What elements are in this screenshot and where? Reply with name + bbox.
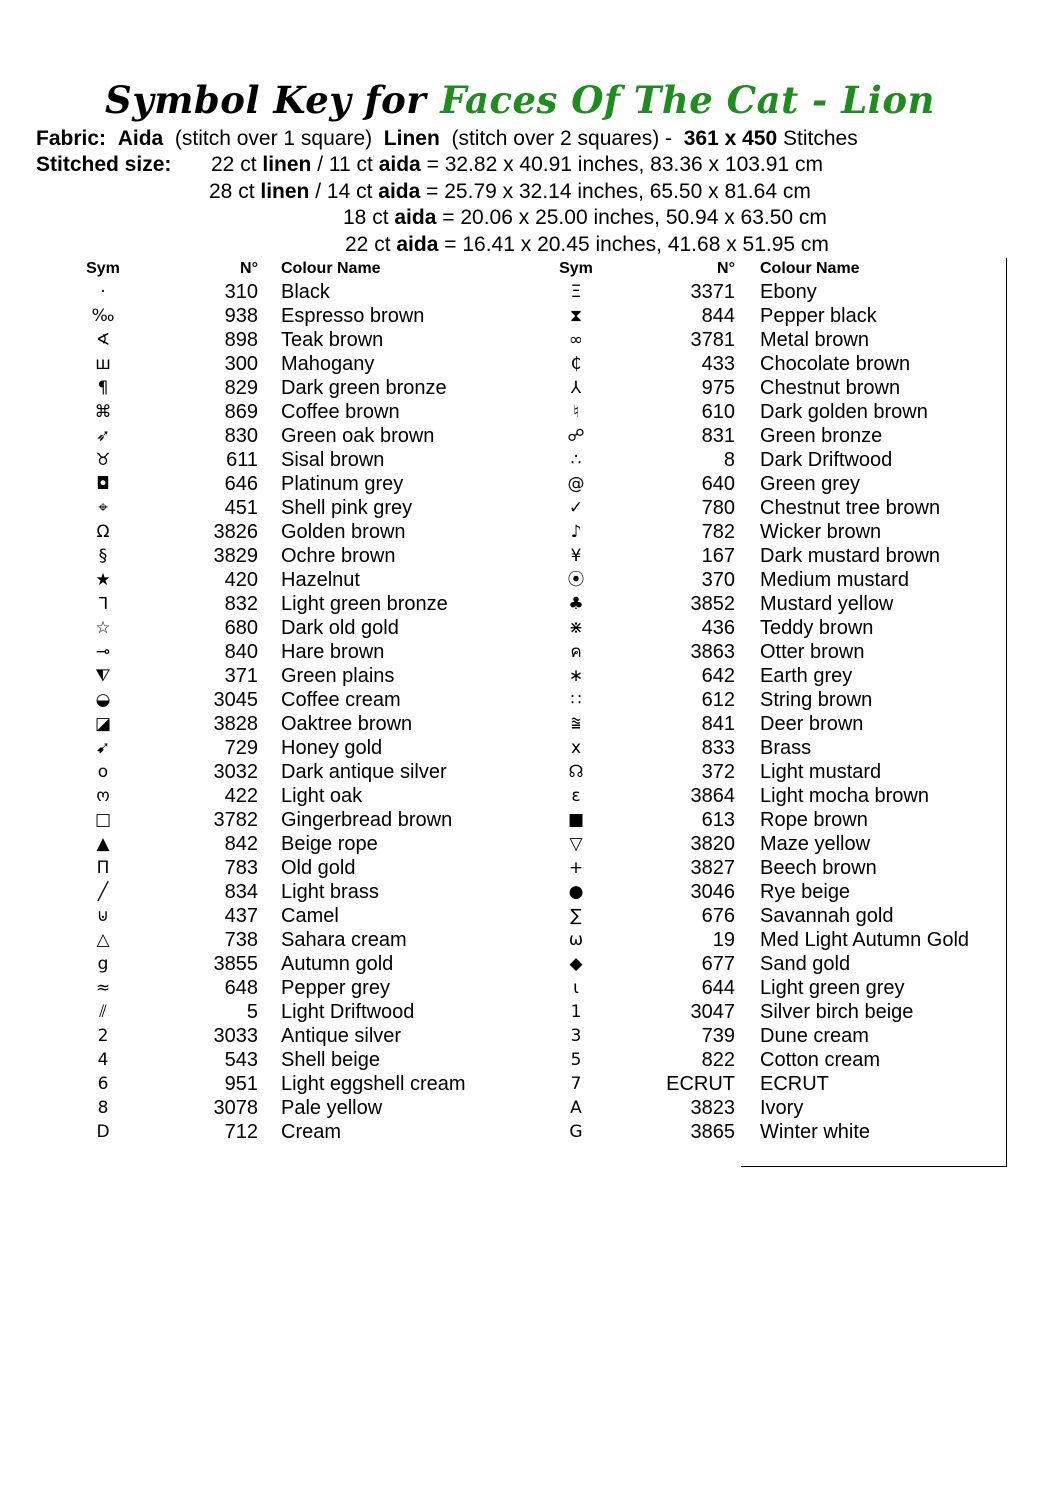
symbol-cell: A	[570, 1098, 582, 1118]
number-cell: 3078	[213, 1097, 258, 1119]
number-cell: 783	[224, 857, 258, 879]
number-cell: 975	[701, 377, 735, 399]
number-cell: 831	[701, 425, 735, 447]
number-cell: 372	[701, 761, 735, 783]
number-cell: 3828	[213, 713, 258, 735]
number-cell: 613	[701, 809, 735, 831]
symbol-cell: ⧗	[570, 306, 582, 326]
symbol-cell: ◆	[569, 954, 583, 974]
number-cell: 739	[701, 1025, 735, 1047]
symbol-cell: +	[568, 858, 584, 878]
symbol-cell: ¥	[570, 546, 582, 566]
symbol-cell: ♣	[568, 594, 584, 614]
fabric-label: Fabric:	[36, 127, 107, 150]
title-prefix: Symbol Key for	[105, 78, 427, 122]
colour-name-cell: Camel	[281, 905, 339, 927]
number-cell: 19	[712, 929, 735, 951]
colour-name-cell: Light green grey	[760, 977, 905, 999]
colour-name-cell: Light eggshell cream	[281, 1073, 466, 1095]
colour-name-cell: ECRUT	[760, 1073, 829, 1095]
number-cell: 642	[701, 665, 735, 687]
fabric-aida: Aida	[117, 127, 164, 150]
colour-name-cell: Cream	[281, 1121, 342, 1143]
colour-name-cell: Light mustard	[760, 761, 882, 783]
colour-name-cell: Earth grey	[760, 665, 853, 687]
colour-name-cell: Dark golden brown	[760, 401, 928, 423]
symbol-cell: g	[97, 954, 109, 974]
colour-name-cell: Cotton cream	[760, 1049, 881, 1071]
number-cell: 842	[224, 833, 258, 855]
symbol-cell: ■	[567, 810, 585, 830]
colour-name-cell: Brass	[760, 737, 812, 759]
number-cell: 840	[224, 641, 258, 663]
number-cell: 3782	[213, 809, 258, 831]
number-cell: 167	[701, 545, 735, 567]
symbol-cell: ★	[95, 570, 111, 590]
colour-name-cell: Old gold	[281, 857, 356, 879]
colour-name-cell: Golden brown	[281, 521, 406, 543]
symbol-cell: ◒	[95, 690, 111, 710]
colour-name-cell: Rye beige	[760, 881, 851, 903]
number-cell: 610	[701, 401, 735, 423]
header-sym: Sym	[86, 260, 120, 277]
colour-name-cell: Coffee brown	[281, 401, 400, 423]
number-cell: 676	[701, 905, 735, 927]
colour-name-cell: Pepper black	[760, 305, 877, 327]
colour-name-cell: Antique silver	[281, 1025, 402, 1047]
colour-name-cell: Light brass	[281, 881, 379, 903]
symbol-cell: ∢	[95, 330, 111, 350]
colour-name-cell: Chestnut tree brown	[760, 497, 941, 519]
symbol-cell: ☊	[568, 762, 584, 782]
colour-name-cell: Dune cream	[760, 1025, 869, 1047]
colour-name-cell: Beech brown	[760, 857, 877, 879]
colour-name-cell: Shell pink grey	[281, 497, 413, 519]
number-cell: ECRUT	[666, 1073, 735, 1095]
number-cell: 841	[701, 713, 735, 735]
number-cell: 3046	[690, 881, 735, 903]
number-cell: 898	[224, 329, 258, 351]
number-cell: 680	[224, 617, 258, 639]
colour-name-cell: Hare brown	[281, 641, 385, 663]
number-cell: 3781	[690, 329, 735, 351]
fabric-aida-note: (stitch over 1 square)	[174, 127, 373, 150]
symbol-cell: ⊍	[96, 906, 110, 926]
symbol-cell: 1	[570, 1002, 582, 1022]
header-num: N°	[240, 260, 258, 277]
symbol-cell: ш	[95, 354, 111, 374]
symbol-cell: D	[96, 1122, 110, 1142]
colour-name-cell: Honey gold	[281, 737, 383, 759]
size-line-3: 18 ct aida = 20.06 x 25.00 inches, 50.94 x 63.50 cm	[343, 206, 827, 229]
colour-name-cell: Ochre brown	[281, 545, 396, 567]
symbol-cell: Ξ	[570, 282, 582, 302]
number-cell: 611	[226, 449, 258, 471]
colour-name-cell: Light oak	[281, 785, 363, 807]
colour-name-cell: Beige rope	[281, 833, 378, 855]
colour-name-cell: Otter brown	[760, 641, 865, 663]
symbol-cell: ♮	[572, 402, 580, 422]
symbol-cell: ≈	[95, 978, 111, 998]
symbol-cell: ◪	[94, 714, 112, 734]
colour-name-cell: Coffee cream	[281, 689, 401, 711]
number-cell: 310	[224, 281, 258, 303]
colour-name-cell: Maze yellow	[760, 833, 871, 855]
number-cell: 951	[224, 1073, 258, 1095]
colour-name-cell: Dark antique silver	[281, 761, 447, 783]
colour-name-cell: Dark Driftwood	[760, 449, 893, 471]
symbol-cell: □	[94, 810, 112, 830]
colour-name-cell: Shell beige	[281, 1049, 380, 1071]
symbol-cell: Π	[96, 858, 110, 878]
header-num: N°	[717, 260, 735, 277]
colour-name-cell: Deer brown	[760, 713, 864, 735]
colour-name-cell: Light green bronze	[281, 593, 448, 615]
number-cell: 712	[224, 1121, 258, 1143]
colour-name-cell: Espresso brown	[281, 305, 425, 327]
colour-name-cell: Teak brown	[281, 329, 384, 351]
colour-name-cell: Rope brown	[760, 809, 868, 831]
colour-name-cell: String brown	[760, 689, 873, 711]
colour-name-cell: Oaktree brown	[281, 713, 413, 735]
colour-name-cell: Metal brown	[760, 329, 869, 351]
number-cell: 3371	[690, 281, 735, 303]
number-cell: 3855	[213, 953, 258, 975]
symbol-cell: ω	[568, 930, 584, 950]
symbol-cell: △	[96, 930, 110, 950]
number-cell: 451	[224, 497, 258, 519]
number-cell: 832	[224, 593, 258, 615]
number-cell: 844	[701, 305, 735, 327]
number-cell: 3047	[690, 1001, 735, 1023]
fabric-linen-note: (stitch over 2 squares) -	[451, 127, 673, 150]
colour-name-cell: Sahara cream	[281, 929, 407, 951]
symbol-cell: ɩ	[573, 978, 579, 998]
colour-name-cell: Chestnut brown	[760, 377, 901, 399]
symbol-cell: ⋇	[568, 618, 584, 638]
symbol-cell: ✓	[568, 498, 584, 518]
symbol-cell: ∗	[568, 666, 584, 686]
number-cell: 782	[701, 521, 735, 543]
colour-name-cell: Light Driftwood	[281, 1001, 415, 1023]
colour-name-cell: Sisal brown	[281, 449, 385, 471]
symbol-cell: ⫽	[99, 1002, 107, 1022]
fabric-linen: Linen	[383, 127, 440, 150]
colour-name-cell: Green grey	[760, 473, 861, 495]
stitches-label: Stitches	[783, 127, 858, 150]
colour-name-cell: Platinum grey	[281, 473, 404, 495]
number-cell: 729	[224, 737, 258, 759]
table-border-right	[1006, 258, 1007, 1166]
header-sym: Sym	[559, 260, 593, 277]
number-cell: 3033	[213, 1025, 258, 1047]
number-cell: 543	[224, 1049, 258, 1071]
colour-name-cell: Mustard yellow	[760, 593, 894, 615]
number-cell: 3032	[213, 761, 258, 783]
symbol-cell: ᒣ	[97, 594, 109, 614]
symbol-cell: §	[98, 546, 108, 566]
number-cell: 300	[224, 353, 258, 375]
colour-name-cell: Green plains	[281, 665, 395, 687]
number-cell: 780	[701, 497, 735, 519]
colour-name-cell: Green bronze	[760, 425, 883, 447]
colour-name-cell: Wicker brown	[760, 521, 882, 543]
colour-name-cell: Light mocha brown	[760, 785, 929, 807]
symbol-cell: ♪	[570, 522, 582, 542]
colour-name-cell: Sand gold	[760, 953, 851, 975]
symbol-cell: ⩰	[571, 714, 581, 734]
colour-name-cell: Dark green bronze	[281, 377, 447, 399]
number-cell: 869	[224, 401, 258, 423]
symbol-cell: ◘	[96, 474, 110, 494]
symbol-cell: ∴	[570, 450, 582, 470]
size-line-1: 22 ct linen / 11 ct aida = 32.82 x 40.91 inches, 83.36 x 103.91 cm	[211, 153, 823, 176]
number-cell: 8	[723, 449, 735, 471]
number-cell: 640	[701, 473, 735, 495]
symbol-cell: ➹	[95, 738, 111, 758]
number-cell: 437	[224, 905, 258, 927]
stitched-size-label: Stitched size:	[36, 153, 172, 176]
number-cell: 738	[224, 929, 258, 951]
number-cell: 3865	[690, 1121, 735, 1143]
page-title	[0, 78, 1040, 122]
number-cell: 420	[224, 569, 258, 591]
number-cell: 612	[701, 689, 735, 711]
pattern-name: Faces Of The Cat - Lion	[440, 78, 935, 122]
number-cell: 3829	[213, 545, 258, 567]
symbol-cell: ო	[96, 786, 110, 806]
colour-name-cell: Pale yellow	[281, 1097, 383, 1119]
symbol-cell: ▲	[96, 834, 110, 854]
number-cell: 644	[701, 977, 735, 999]
colour-name-cell: Ivory	[760, 1097, 804, 1119]
colour-name-cell: Medium mustard	[760, 569, 909, 591]
number-cell: 833	[701, 737, 735, 759]
symbol-cell: 2	[97, 1026, 109, 1046]
symbol-cell: @	[567, 474, 585, 494]
number-cell: 433	[701, 353, 735, 375]
number-cell: 3863	[690, 641, 735, 663]
symbol-cell: ∷	[570, 690, 582, 710]
colour-name-cell: Pepper grey	[281, 977, 390, 999]
symbol-cell: 5	[570, 1050, 582, 1070]
symbol-cell: ₵	[570, 354, 582, 374]
number-cell: 370	[701, 569, 735, 591]
symbol-cell: ¶	[97, 378, 109, 398]
number-cell: 648	[224, 977, 258, 999]
number-cell: 834	[224, 881, 258, 903]
colour-name-cell: Gingerbread brown	[281, 809, 453, 831]
number-cell: 830	[224, 425, 258, 447]
number-cell: 436	[701, 617, 735, 639]
symbol-cell: G	[569, 1122, 583, 1142]
colour-name-cell: Savannah gold	[760, 905, 894, 927]
symbol-cell: 8	[97, 1098, 109, 1118]
number-cell: 677	[701, 953, 735, 975]
symbol-cell: ⊸	[95, 642, 111, 662]
number-cell: 3820	[690, 833, 735, 855]
size-line-4: 22 ct aida = 16.41 x 20.45 inches, 41.68 x 51.95 cm	[345, 233, 829, 256]
number-cell: 829	[224, 377, 258, 399]
colour-name-cell: Black	[281, 281, 330, 303]
symbol-cell: 7	[570, 1074, 582, 1094]
number-cell: 822	[701, 1049, 735, 1071]
symbol-cell: x	[570, 738, 582, 758]
header-colour-name: Colour Name	[281, 260, 381, 277]
colour-name-cell: Autumn gold	[281, 953, 394, 975]
colour-name-cell: Winter white	[760, 1121, 871, 1143]
symbol-cell: ⧨	[95, 666, 111, 686]
number-cell: 3045	[213, 689, 258, 711]
colour-name-cell: Teddy brown	[760, 617, 874, 639]
symbol-cell: ⌘	[94, 402, 112, 422]
symbol-cell: ♉	[95, 450, 111, 470]
symbol-cell: ●	[568, 882, 584, 902]
symbol-cell: 3	[570, 1026, 582, 1046]
colour-name-cell: Mahogany	[281, 353, 375, 375]
number-cell: 3823	[690, 1097, 735, 1119]
symbol-cell: Ω	[96, 522, 110, 542]
symbol-cell: ➶	[95, 426, 111, 446]
colour-name-cell: Dark old gold	[281, 617, 399, 639]
number-cell: 371	[224, 665, 258, 687]
symbol-cell: ∞	[568, 330, 584, 350]
symbol-cell: ☆	[95, 618, 111, 638]
stitch-dims: 361 x 450	[683, 127, 778, 150]
number-cell: 5	[246, 1001, 258, 1023]
number-cell: 3827	[690, 857, 735, 879]
colour-name-cell: Dark mustard brown	[760, 545, 941, 567]
colour-name-cell: Med Light Autumn Gold	[760, 929, 970, 951]
number-cell: 3864	[690, 785, 735, 807]
colour-name-cell: Green oak brown	[281, 425, 435, 447]
symbol-cell: ⌖	[98, 498, 108, 518]
symbol-cell: ค	[570, 642, 582, 662]
symbol-cell: ε	[571, 786, 581, 806]
number-cell: 938	[224, 305, 258, 327]
colour-name-cell: Chocolate brown	[760, 353, 911, 375]
number-cell: 646	[224, 473, 258, 495]
symbol-cell: ∑	[570, 906, 582, 926]
size-line-2: 28 ct linen / 14 ct aida = 25.79 x 32.14 inches, 65.50 x 81.64 cm	[209, 180, 811, 203]
header-colour-name: Colour Name	[760, 260, 860, 277]
symbol-cell: ‰	[91, 306, 115, 326]
symbol-cell: ·	[100, 282, 106, 302]
symbol-cell: ▽	[569, 834, 583, 854]
number-cell: 3826	[213, 521, 258, 543]
symbol-cell: 6	[97, 1074, 109, 1094]
fabric-line	[36, 126, 858, 152]
colour-name-cell: Silver birch beige	[760, 1001, 914, 1023]
colour-name-cell: Ebony	[760, 281, 817, 303]
symbol-cell: ⅄	[570, 378, 582, 398]
symbol-cell: ╱	[97, 882, 109, 902]
symbol-cell: o	[97, 762, 109, 782]
number-cell: 422	[224, 785, 258, 807]
symbol-cell: 4	[97, 1050, 109, 1070]
table-border-bottom	[741, 1166, 1007, 1167]
number-cell: 3852	[690, 593, 735, 615]
symbol-cell: ☍	[567, 426, 585, 446]
colour-name-cell: Hazelnut	[281, 569, 360, 591]
symbol-cell: ⦿	[567, 570, 585, 590]
